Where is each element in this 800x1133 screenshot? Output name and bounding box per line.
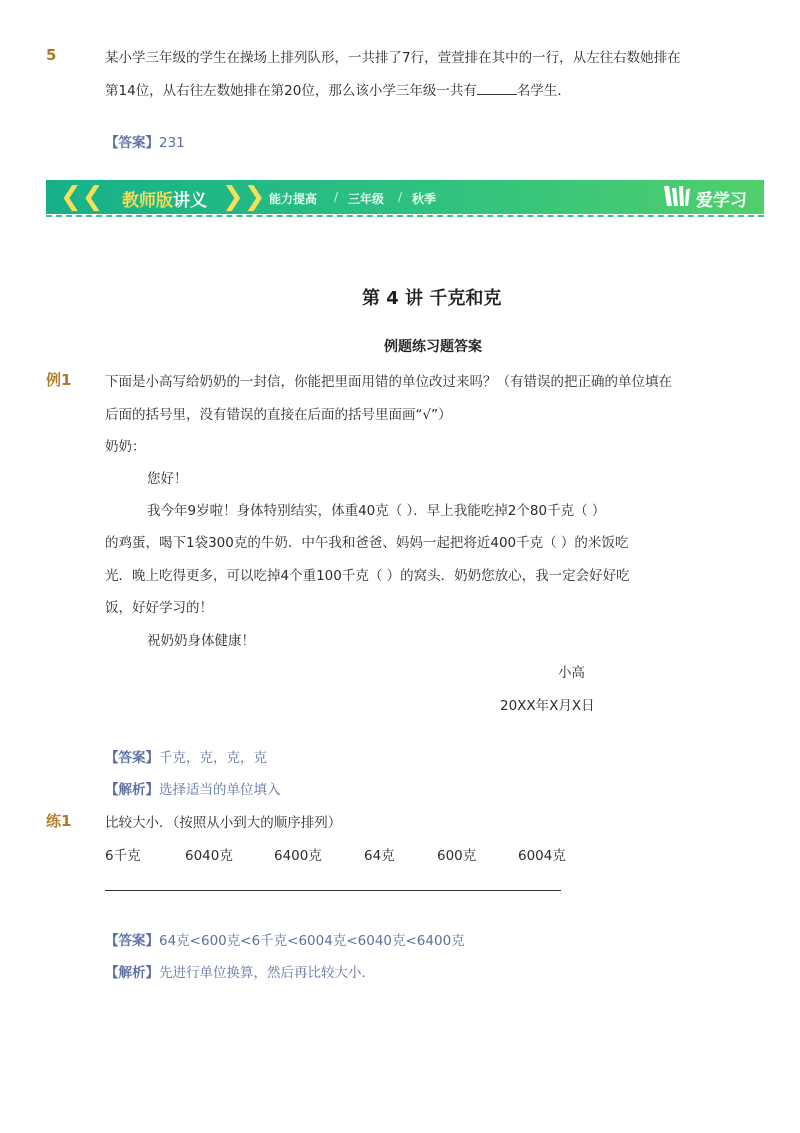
answer-value: 231 [159,135,185,151]
answer-label: 【答案】 [105,933,159,949]
question-text-line1: 某小学三年级的学生在操场上排列队形，一共排了7行，萱萱排在其中的一行，从左往右数她排在 [105,50,681,66]
letter-greeting: 您好！ [147,471,188,487]
lecture-title: 第 4 讲 千克和克 [362,288,502,309]
answer-value: 千克，克，克，克 [159,750,267,766]
letter-body-line1: 我今年9岁啦！身体特别结实，体重40克（ ）．早上我能吃掉2个80千克（ ） [147,503,606,519]
letter-date: 20XX年X月X日 [500,698,595,714]
analysis-label: 【解析】 [105,782,159,798]
lecture-subtitle: 例题练习题答案 [384,339,482,355]
practice-prompt: 比较大小．（按照从小到大的顺序排列） [105,815,342,831]
practice-number: 练1 [46,812,72,830]
analysis-row [105,961,375,981]
question-number: 5 [46,46,57,64]
answer-line [105,890,561,891]
weight-item: 6004克 [518,848,566,864]
weight-item: 64克 [364,848,395,864]
breadcrumb-separator: / [334,190,339,204]
chevron-right-icon: ❯❯ [222,182,266,212]
banner-divider [46,215,764,217]
answer-label: 【答案】 [105,135,159,151]
brand-logo-icon [662,184,692,208]
breadcrumb-level: 能力提高 [269,192,318,206]
letter-body-line4: 饭，好好学习的！ [105,600,213,616]
example-prompt-line1: 下面是小高写给奶奶的一封信，你能把里面用错的单位改过来吗？（有错误的把正确的单位填在 [105,374,672,390]
answer-label: 【答案】 [105,750,159,766]
answer-value: 64克<600克<6千克<6004克<6040克<6400克 [159,933,465,949]
answer-row [105,929,465,949]
example-prompt-line2: 后面的括号里，没有错误的直接在后面的括号里面画“√”） [105,407,452,423]
letter-salutation: 奶奶： [105,439,146,455]
example-number: 例1 [46,371,72,389]
banner-title: 教师版讲义 [122,191,207,211]
answer-blank [477,82,517,95]
breadcrumb-separator: / [398,190,403,204]
brand-logo-text: 爱学习 [696,191,747,211]
breadcrumb-grade: 三年级 [348,192,385,206]
weight-item: 6400克 [274,848,322,864]
letter-body-line3: 光．晚上吃得更多，可以吃掉4个重100千克（ ）的窝头．奶奶您放心，我一定会好好吃 [105,568,630,584]
answer-row [105,131,185,151]
section-banner [46,180,764,214]
breadcrumb-season: 秋季 [412,192,437,206]
answer-row [105,746,267,766]
weight-item: 6040克 [185,848,233,864]
chevron-left-icon: ❮❮ [60,182,104,212]
analysis-value: 先进行单位换算，然后再比较大小． [159,965,375,981]
weight-item: 600克 [437,848,477,864]
question-text-line2: 第14位，从右往左数她排在第20位，那么该小学三年级一共有 名学生． [105,83,571,99]
analysis-value: 选择适当的单位填入 [159,782,281,798]
letter-body-line2: 的鸡蛋，喝下1袋300克的牛奶．中午我和爸爸、妈妈一起把将近400千克（ ）的米饭吃 [105,535,629,551]
letter-closing: 祝奶奶身体健康！ [147,633,255,649]
analysis-label: 【解析】 [105,965,159,981]
weight-item: 6千克 [105,848,141,864]
analysis-row [105,778,281,798]
letter-signature: 小高 [558,665,585,681]
